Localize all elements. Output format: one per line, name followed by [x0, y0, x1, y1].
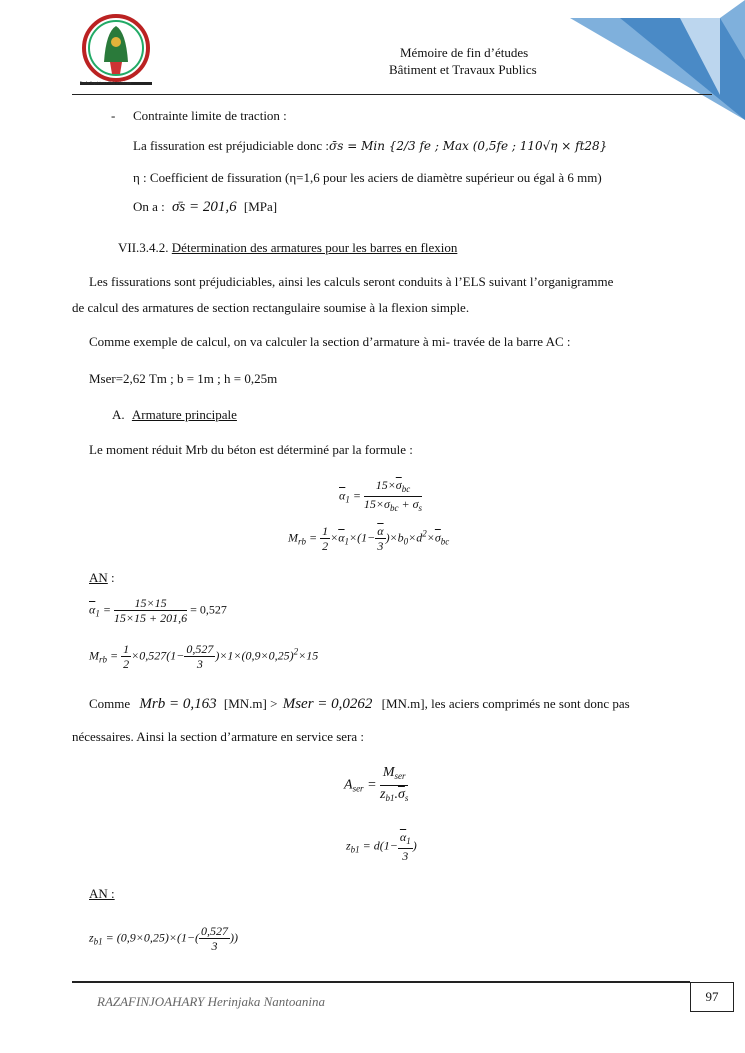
logo-caption: Ecole Supérieure Polytechnique	[80, 80, 132, 85]
paragraph-1-line-1: Les fissurations sont préjudiciables, ainsi les calculs seront conduits à l’ELS suivant l’organigramme	[89, 274, 614, 289]
section-number: VII.3.4.2.	[118, 240, 169, 255]
formula-aser: $A_{ser}$ = $\frac{M_{ser}}{z_{b1}.\overline{\sigma}_s}$	[344, 765, 409, 803]
footer-author: RAZAFINJOAHARY Herinjaka Nantoanina	[97, 994, 325, 1009]
subsection-letter: A.	[112, 407, 125, 422]
an-zb1-computation: $z_{b1} = (0,9\times 0,25)\times(1-$( $\frac{0,527}{3}$ ))	[89, 924, 239, 953]
header-corner-decoration	[560, 0, 745, 130]
bullet-dash: -	[111, 108, 116, 123]
comparison-line-2: nécessaires. Ainsi la section d’armature en service sera :	[72, 729, 365, 744]
formula-mrb: $M_{rb}$ = $\frac{1}{2}$ $\times\overline{\alpha}_1\times(1-$ $\frac{\overline{\alpha}}{3}$ )$\times b_0\times d^2\times\overline{\sigma}_{bc}$	[288, 524, 450, 553]
fissuration-text	[133, 138, 607, 154]
mrb-value: Mrb = 0,163	[139, 696, 217, 712]
eta-definition: η : Coefficient de fissuration (η=1,6 pour les aciers de diamètre supérieur ou égal à 6 mm)	[133, 170, 602, 185]
ona-label: On a :	[133, 199, 165, 214]
fissuration-label: La fissuration est préjudiciable donc :	[133, 138, 330, 153]
ona-line	[133, 199, 277, 216]
sigma-s-value: σ̄s = 201,6	[172, 199, 237, 215]
page-number: 97	[690, 982, 734, 1012]
alpha1-result: = 0,527	[190, 602, 227, 617]
an-label-1: AN :	[89, 570, 115, 585]
comparison-tail: [MN.m], les aciers comprimés ne sont donc pas	[381, 696, 630, 711]
footer-rule	[72, 981, 690, 983]
comme-word: Comme	[89, 696, 131, 711]
header-title-line1: Mémoire de fin d’études	[400, 45, 529, 60]
header-title-line2: Bâtiment et Travaux Publics	[389, 62, 537, 77]
mser-line: Mser=2,62 Tm ; b = 1m ; h = 0,25m	[89, 371, 278, 386]
paragraph-1-line-2: de calcul des armatures de section rectangulaire soumise à la flexion simple.	[72, 300, 470, 315]
mrb-unit: [MN.m] >	[223, 696, 278, 711]
formula-alpha1: $\overline{\alpha}_1$ = $\frac{15\times\overline{\sigma}_{bc}}{15\times\overline{\sigma}_{bc} + \overline{\sigma}_s}$	[339, 478, 422, 513]
fissuration-formula: σ̄s = Min {2/3 fe ; Max (0,5fe ; 110√η × ft28}	[329, 139, 608, 153]
school-logo	[76, 12, 156, 90]
an-alpha1-computation: $\overline{\alpha}_1$ = $\frac{15\times 15}{15\times 15 + 201,6}$ = 0,527	[89, 596, 227, 625]
an-label-2: AN :	[89, 886, 115, 901]
section-heading	[118, 240, 457, 256]
header-rule	[72, 94, 712, 95]
bullet-title: Contrainte limite de traction :	[133, 108, 287, 123]
formula-zb1: $z_{b1} = d(1-$ $\frac{\overline{\alpha}_1}{3}$ )	[346, 830, 417, 863]
moment-text: Le moment réduit Mrb du béton est déterminé par la formule :	[89, 442, 413, 457]
paragraph-2: Comme exemple de calcul, on va calculer la section d’armature à mi- travée de la barre AC :	[89, 334, 571, 349]
mser-value: Mser = 0,0262	[282, 696, 373, 712]
section-title: Détermination des armatures pour les barres en flexion	[171, 240, 458, 255]
subsection-heading	[112, 407, 237, 423]
ona-unit: [MPa]	[243, 199, 278, 214]
comparison-line	[89, 696, 630, 713]
subsection-title: Armature principale	[131, 407, 237, 422]
an-mrb-computation: $M_{rb}$ = $\frac{1}{2}$ ×0,527(1− $\frac{0,527}{3}$ )$\times 1\times(0,9\times 0,25)^2\times 15$	[89, 642, 319, 671]
